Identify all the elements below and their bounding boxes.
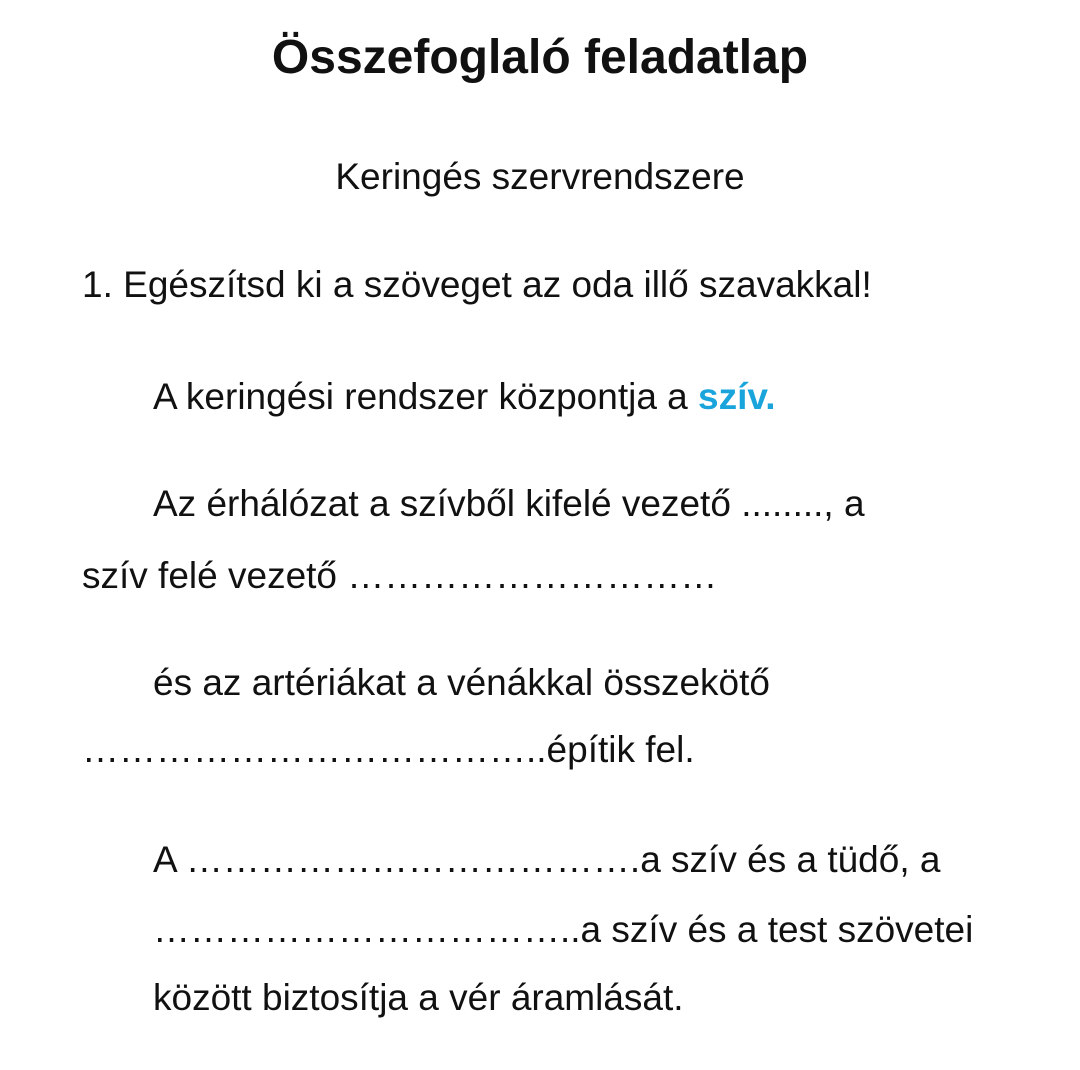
fill-sentence-7: ……………………………..a szív és a test szövetei bbox=[153, 909, 974, 950]
fill-sentence-6: A ……………………………….a szív és a tüdő, a bbox=[153, 839, 941, 880]
worksheet-subtitle: Keringés szervrendszere bbox=[335, 156, 745, 197]
filled-answer: szív. bbox=[698, 376, 776, 417]
fill-sentence-8: között biztosítja a vér áramlását. bbox=[153, 977, 684, 1018]
fill-sentence-2: Az érhálózat a szívből kifelé vezető ........, a bbox=[153, 483, 865, 524]
sentence-text: A keringési rendszer központja a bbox=[153, 376, 699, 417]
worksheet-title: Összefoglaló feladatlap bbox=[271, 31, 809, 84]
fill-sentence-1 bbox=[153, 378, 776, 415]
task-instruction: 1. Egészítsd ki a szöveget az oda illő szavakkal! bbox=[82, 264, 872, 305]
fill-sentence-5: ………………………………..építik fel. bbox=[82, 729, 695, 770]
fill-sentence-4: és az artériákat a vénákkal összekötő bbox=[153, 662, 770, 703]
fill-sentence-3: szív felé vezető ………………………… bbox=[82, 555, 718, 596]
